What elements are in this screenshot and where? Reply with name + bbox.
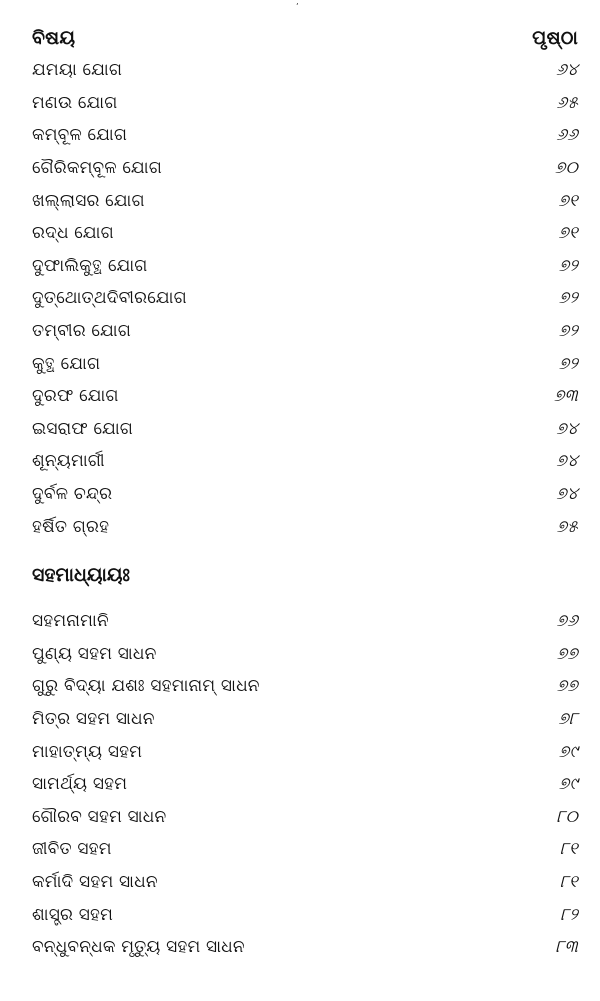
entry-page: ୭୪ <box>556 418 578 439</box>
section-heading: ସହମାଧ୍ୟାୟଃ <box>32 563 130 586</box>
entry-page: ୭୭ <box>556 676 578 697</box>
toc-entry <box>32 478 580 511</box>
page-column-heading: ପୃଷ୍ଠା <box>532 27 578 49</box>
entry-page: ୬୬ <box>556 125 578 146</box>
entry-page: ୭୫ <box>556 516 578 537</box>
entry-title: ସାମର୍ଥ୍ୟ ସହମ <box>32 774 128 795</box>
toc-entry <box>32 217 580 250</box>
entry-title: ଦୁତ୍‌ଥୋତ୍‌ଥଦିବୀରଯୋଗ <box>32 288 187 309</box>
toc-entry <box>32 510 580 543</box>
entry-title: ଜୀବିତ ସହମ <box>32 839 112 860</box>
entry-title: କୁତ୍ଥ ଯୋଗ <box>32 353 101 374</box>
entry-title: ଦୁର୍ବଳ ଚନ୍ଦ୍ର <box>32 484 113 505</box>
section-two-list <box>32 605 580 964</box>
entry-page: ୭୬ <box>556 611 578 632</box>
toc-entry <box>32 638 580 671</box>
entry-page: ୭୨ <box>558 321 578 342</box>
entry-page: ୭୭ <box>556 643 578 664</box>
entry-page: ୬୫ <box>556 92 578 113</box>
entry-title: ମଣଉ ଯୋଗ <box>32 92 118 113</box>
entry-title: କମ୍ବୂଳ ଯୋଗ <box>32 125 128 146</box>
toc-entry <box>32 119 580 152</box>
toc-entry <box>32 768 580 801</box>
entry-title: କର୍ମାଦି ସହମ ସାଧନ <box>32 871 158 892</box>
entry-title: ମିତ୍ର ସହମ ସାଧନ <box>32 708 155 729</box>
toc-entry <box>32 703 580 736</box>
toc-entry <box>32 347 580 380</box>
toc-entry <box>32 833 580 866</box>
entry-title: ଶାସ୍ତ୍ର ସହମ <box>32 904 114 925</box>
entry-title: ଗୌରବ ସହମ ସାଧନ <box>32 806 167 827</box>
toc-header <box>32 22 580 54</box>
entry-page: ୭୨ <box>558 288 578 309</box>
entry-page: ୭୩ <box>553 386 578 407</box>
entry-title: ତମ୍ବୀର ଯୋଗ <box>32 321 132 342</box>
entry-title: ଦୁରଫ ଯୋଗ <box>32 386 119 407</box>
entry-page: ୭୧ <box>558 223 578 244</box>
entry-page: ୭୧ <box>558 190 578 211</box>
toc-entry <box>32 413 580 446</box>
entry-title: ହର୍ଷିତ ଗ୍ରହ <box>32 516 110 537</box>
entry-title: ଇସରାଫ ଯୋଗ <box>32 418 134 439</box>
entry-title: ପୁଣ୍ୟ ସହମ ସାଧନ <box>32 643 157 664</box>
entry-page: ୮୦ <box>556 806 578 827</box>
toc-entry <box>32 184 580 217</box>
entry-title: ଯମୟା ଯୋଗ <box>32 60 123 81</box>
toc-entry <box>32 605 580 638</box>
entry-page: ୬୪ <box>556 60 578 81</box>
entry-page: ୭୨ <box>558 255 578 276</box>
entry-page: ୮୧ <box>559 839 578 860</box>
toc-entry <box>32 250 580 283</box>
entry-page: ୭୯ <box>558 774 578 795</box>
entry-title: ସହମନାମାନି <box>32 611 109 632</box>
toc-entry <box>32 380 580 413</box>
section-spacer <box>32 597 580 605</box>
entry-title: ରଦ୍ଧ ଯୋଗ <box>32 223 114 244</box>
entry-title: ବନ୍ଧୁବନ୍ଧକ ମୃତ୍ୟୁ ସହମ ସାଧନ <box>32 937 245 958</box>
topic-column-heading: ବିଷୟ <box>32 27 76 49</box>
toc-entry <box>32 898 580 931</box>
entry-title: ଦୁଫାଲିକୁତ୍ଥ ଯୋଗ <box>32 255 148 276</box>
toc-entry <box>32 735 580 768</box>
table-of-contents <box>32 22 580 963</box>
entry-title: ଗୁରୁ ବିଦ୍ୟା ଯଶଃ ସହମାନାମ୍ ସାଧନ <box>32 676 260 697</box>
toc-entry <box>32 87 580 120</box>
toc-entry <box>32 282 580 315</box>
entry-page: ୭୪ <box>556 484 578 505</box>
entry-page: ୭୦ <box>554 158 578 179</box>
entry-title: ମାହାତ୍ମ୍ୟ ସହମ <box>32 741 143 762</box>
toc-entry <box>32 315 580 348</box>
section-one-list <box>32 54 580 543</box>
entry-title: ଗୈରିକମ୍ବୂଳ ଯୋଗ <box>32 158 162 179</box>
entry-page: ୭୮ <box>558 708 578 729</box>
toc-entry <box>32 152 580 185</box>
toc-entry <box>32 445 580 478</box>
entry-page: ୮୧ <box>559 871 578 892</box>
toc-entry <box>32 866 580 899</box>
entry-page: ୮୨ <box>560 904 578 925</box>
entry-title: ଶୂନ୍ୟମାର୍ଗୀ <box>32 451 105 472</box>
top-crop-mark: ‚ <box>296 0 299 6</box>
entry-page: ୭୯ <box>558 741 578 762</box>
entry-title: ଖଲ୍ଲାସର ଯୋଗ <box>32 190 145 211</box>
entry-page: ୭୪ <box>556 451 578 472</box>
toc-entry <box>32 931 580 964</box>
entry-page: ୮୩ <box>555 937 578 958</box>
toc-entry <box>32 670 580 703</box>
toc-entry <box>32 800 580 833</box>
entry-page: ୭୨ <box>558 353 578 374</box>
toc-entry <box>32 54 580 87</box>
